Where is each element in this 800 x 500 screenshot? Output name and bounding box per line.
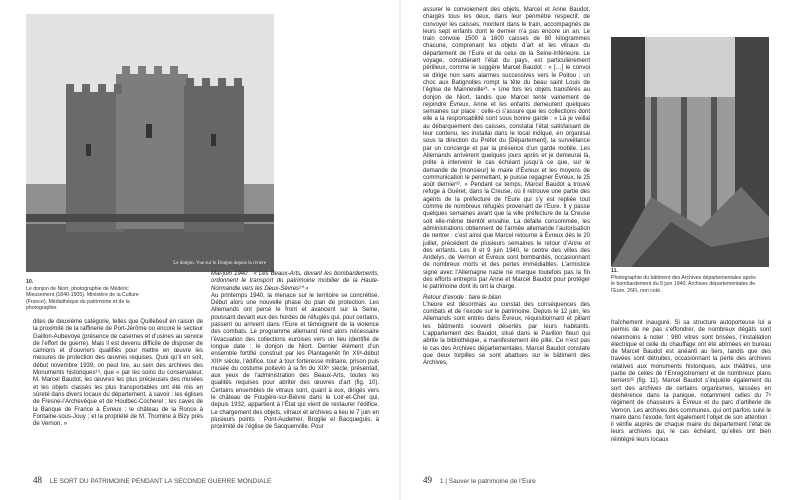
running-head: 1 | Sauver le patrimoine de l’Eure <box>439 478 536 485</box>
body-column-1 <box>33 319 203 429</box>
paragraph: Au printemps 1940, la menace sur le territoire se concrétise. Début alors une nouvelle phase du plan de protection. Les Allemands ont percé le front et avancent sur la Seine, poussant devant eux des hordes de réfugiés qui, pour certains, passent ou arrivent dans l’Eure et témoignent de la violence des combats. Le programme allemand rend alors nécessaire l’évacuation des collections euroises vers un lieu identifié de longue date : le donjon de Niort. Dernier élément d’un ensemble fortifié construit par les Plantagenêt fin XIIᵉ-début XIIIᵉ siècle, l’édifice, tour à tour forteresse militaire, prison puis musée du costume poitevin à la fin du XIXᵉ siècle, présentait, aux yeux de l’administration des Beaux-Arts, toutes les qualités requises pour abriter des œuvres d’art (fig. 10). Certains ensembles de vitraux sont, quant à eux, dirigés vers le château de Fougère-sur-Bièvre dans le Loir-et-Cher qui, depuis 1932, appartient à l’État qui vient de restaurer l’édifice. Le chargement des objets, vitraux et archives a lieu le 7 juin en plusieurs points : Pont-Audemer, Broglie et Bacqueguis, à proximité de l’église de Sacquenville. Pour <box>211 292 379 431</box>
paragraph: dites de deuxième catégorie, telles que Quillebeuf en raison de la proximité de la raffinerie de Port-Jérôme ou encore le secteur Gaillon-Aubevoye (présence de casernes et d’usines au service de l’effort de guerre). Mais il est devenu difficile de disposer de camions et d’ouvriers qualifiés pour mettre en œuvre les mesures de protection des œuvres requises. Quoi qu’il en soit, début novembre 1939, on peut lire, au sein des archives des Monuments historiques¹⁹, que « par les soins du conservateur, M. Marcel Baudot, les œuvres les plus précieuses des musées et les objets classés les plus transportables ont été mis en sûreté dans divers locaux du département, à savoir : les églises de Fresne-l’Archevêque et de Houlbec-Cocherel ; les caves de la Banque de France à Évreux ; le château de la Ronce à Fontaine-sous-Jouy ; et la propriété de M. Thomine à Bizy près de Vernon. » <box>33 319 203 428</box>
archives-photo <box>611 37 769 267</box>
paragraph: L’heure est désormais au constat des conséquences des combats et de l’exode sur le patrimoine. Depuis le 12 juin, les Allemands sont entrés dans Évreux, réquisitionnant et pillant les bâtiments souvent désertés par leurs habitants. L’appartement des Baudot, situé dans le Pavillon fleuri qui abrite la bibliothèque, a manifestement été pillé. Ce n’est pas le cas des Archives départementales, Marcel Baudot constate que deux torpilles se sont abattues sur le bâtiment des Archives, <box>423 301 590 367</box>
figure-caption <box>26 279 144 312</box>
figure-number: 11. <box>611 268 618 274</box>
section-heading: Mai-juin 1940 : « Les Beaux-Arts, devant les bombardements, ordonnent le transport du patrimoine mobilier de la Haute-Normandie vers les Deux-Sèvres²⁰ » <box>211 271 379 292</box>
body-column-2 <box>211 271 379 433</box>
paragraph: fraîchement inauguré. Si sa structure autoporteuse lui a permis de ne pas s’effondrer, de nombreux dégâts sont néanmoins à noter : 980 vitres sont brisées, l’installation électrique et celle du chauffage ont été abîmées en bureau de Marcel Baudot est anéanti au tiers, tandis que des travées sont détruites, occasionnant la perte des archives relatives aux monuments historiques, aux théâtres, une partie de celles de l’Enregistrement et de nombreux plans terriers²³ (fig. 11). Marcel Baudot s’inquiète également du sort des archives de certains organismes, laissées en déshérence dans la panique, notamment celles du 7ᵉ régiment de chasseurs à Évreux et du parc d’artillerie de Vernon. Les archives des communes, qui ont parfois suivi le maire dans l’exode, font également l’objet de son attention : il vérifie auprès de chaque maire du département l’état de leurs archives qui, le cas échéant, qu’elles ont bien réintégré leurs locaux <box>611 320 771 443</box>
body-column-4 <box>611 320 771 445</box>
photo-inscription: Le donjon. Vue sur le Donjon depuis la riviere <box>173 261 266 266</box>
page-number: 48 <box>33 475 42 485</box>
running-head: LE SORT DU PATRIMOINE PENDANT LA SECONDE GUERRE MONDIALE <box>49 478 272 485</box>
subheading: Retour d’exode : faire le bilan <box>423 294 502 301</box>
folio-right <box>423 475 536 485</box>
figure-caption-text: Photographie du bâtiment des Archives départementales après le bombardement du 9 juin 1940. Archives départementales de l’Eure, 26Fi, non coté. <box>611 274 756 294</box>
donjon-photo <box>26 14 274 272</box>
paragraph: assurer le convoiement des objets, Marcel et Anne Baudot, chargés tous les deux, dans leur périmètre respectif, de convoyer les caisses, montent dans le train, accompagnés de leurs sept enfants dont le dernier n’a pas encore un an. Le train convoie 1500 à 1600 caisses de 80 kilogrammes chacune, comprenant les objets d’art et les vitraux du département de l’Eure et de celui de la Seine-Inférieure. Le voyage, considérant l’état du pays, est particulièrement périlleux, comme le suggère Marcel Baudot : « […] le convoi se dirige non sans alarmes successives vers le Poitou ; un choc aux Batignolles rompt la tête du beau saint Louis de l’église de Mainneville²¹. » Une fois les objets transférés au donjon de Niort, tandis que Marcel tente vainement de rejoindre Évreux, Anne et les enfants demeurent quelques semaines sur place : celle-ci s’assure que les collections dont elle a la responsabilité sont sous bonne garde : « Là je veillai au débarquement des caisses, constatai l’état satisfaisant de leur contenu, les installai dans le local indiqué, en organisai sous la direction du Préfet du [Département], la surveillance par un concierge et par la présence d’un garde mobile. Les Allemands arrivèrent quelques jours après et je demeurai là, prête à intervenir le cas échéant jusqu’à ce que, sur le demande de [monsieur] le maire d’Évreux et les moyens de communication le permettant, je puisse regagner Évreux, le 25 août dernier²². » Pendant ce temps, Marcel Baudot a trouvé refuge à Guéret, dans la Creuse, où il retrouve une partie des agents de la préfecture de l’Eure qui s’y est repliée tout comme de nombreux réfugiés provenant de l’Eure. Il y passe quelques semaines avant que la ville préfecture de la Creuse soit elle-même bientôt envahie. La défaite consommée, les administrations obtiennent de l’armée allemande l’autorisation de rentrer : c’est ainsi que Marcel retourne à Évreux dès le 20 juillet, précédent de plusieurs semaines le retour d’Anne et des enfants. Les 8 et 9 juin 1940, le centre des villes des Andelys, de Vernon et Évreux sont bombardés, occasionnant de nombreux morts et des pertes immédiables. L’armistice signé avec l’Allemagne nazie ne marque toutefois pas la fin des efforts entrepris par Anne et Marcel Baudot pour protéger le patrimoine dont ils ont la charge. <box>423 7 590 291</box>
page-number: 49 <box>423 475 432 485</box>
figure-number: 10. <box>26 279 34 285</box>
figure-caption <box>611 268 761 294</box>
body-column-3 <box>423 7 590 369</box>
figure-caption-text: Le donjon de Niort, photographie de Médéric Mieusement (1840-1905). Ministère de la Culture (France), Médiathèque du patrimoine et de la photographie. <box>26 285 139 312</box>
folio-left <box>33 475 271 485</box>
spread-gutter <box>399 0 401 500</box>
